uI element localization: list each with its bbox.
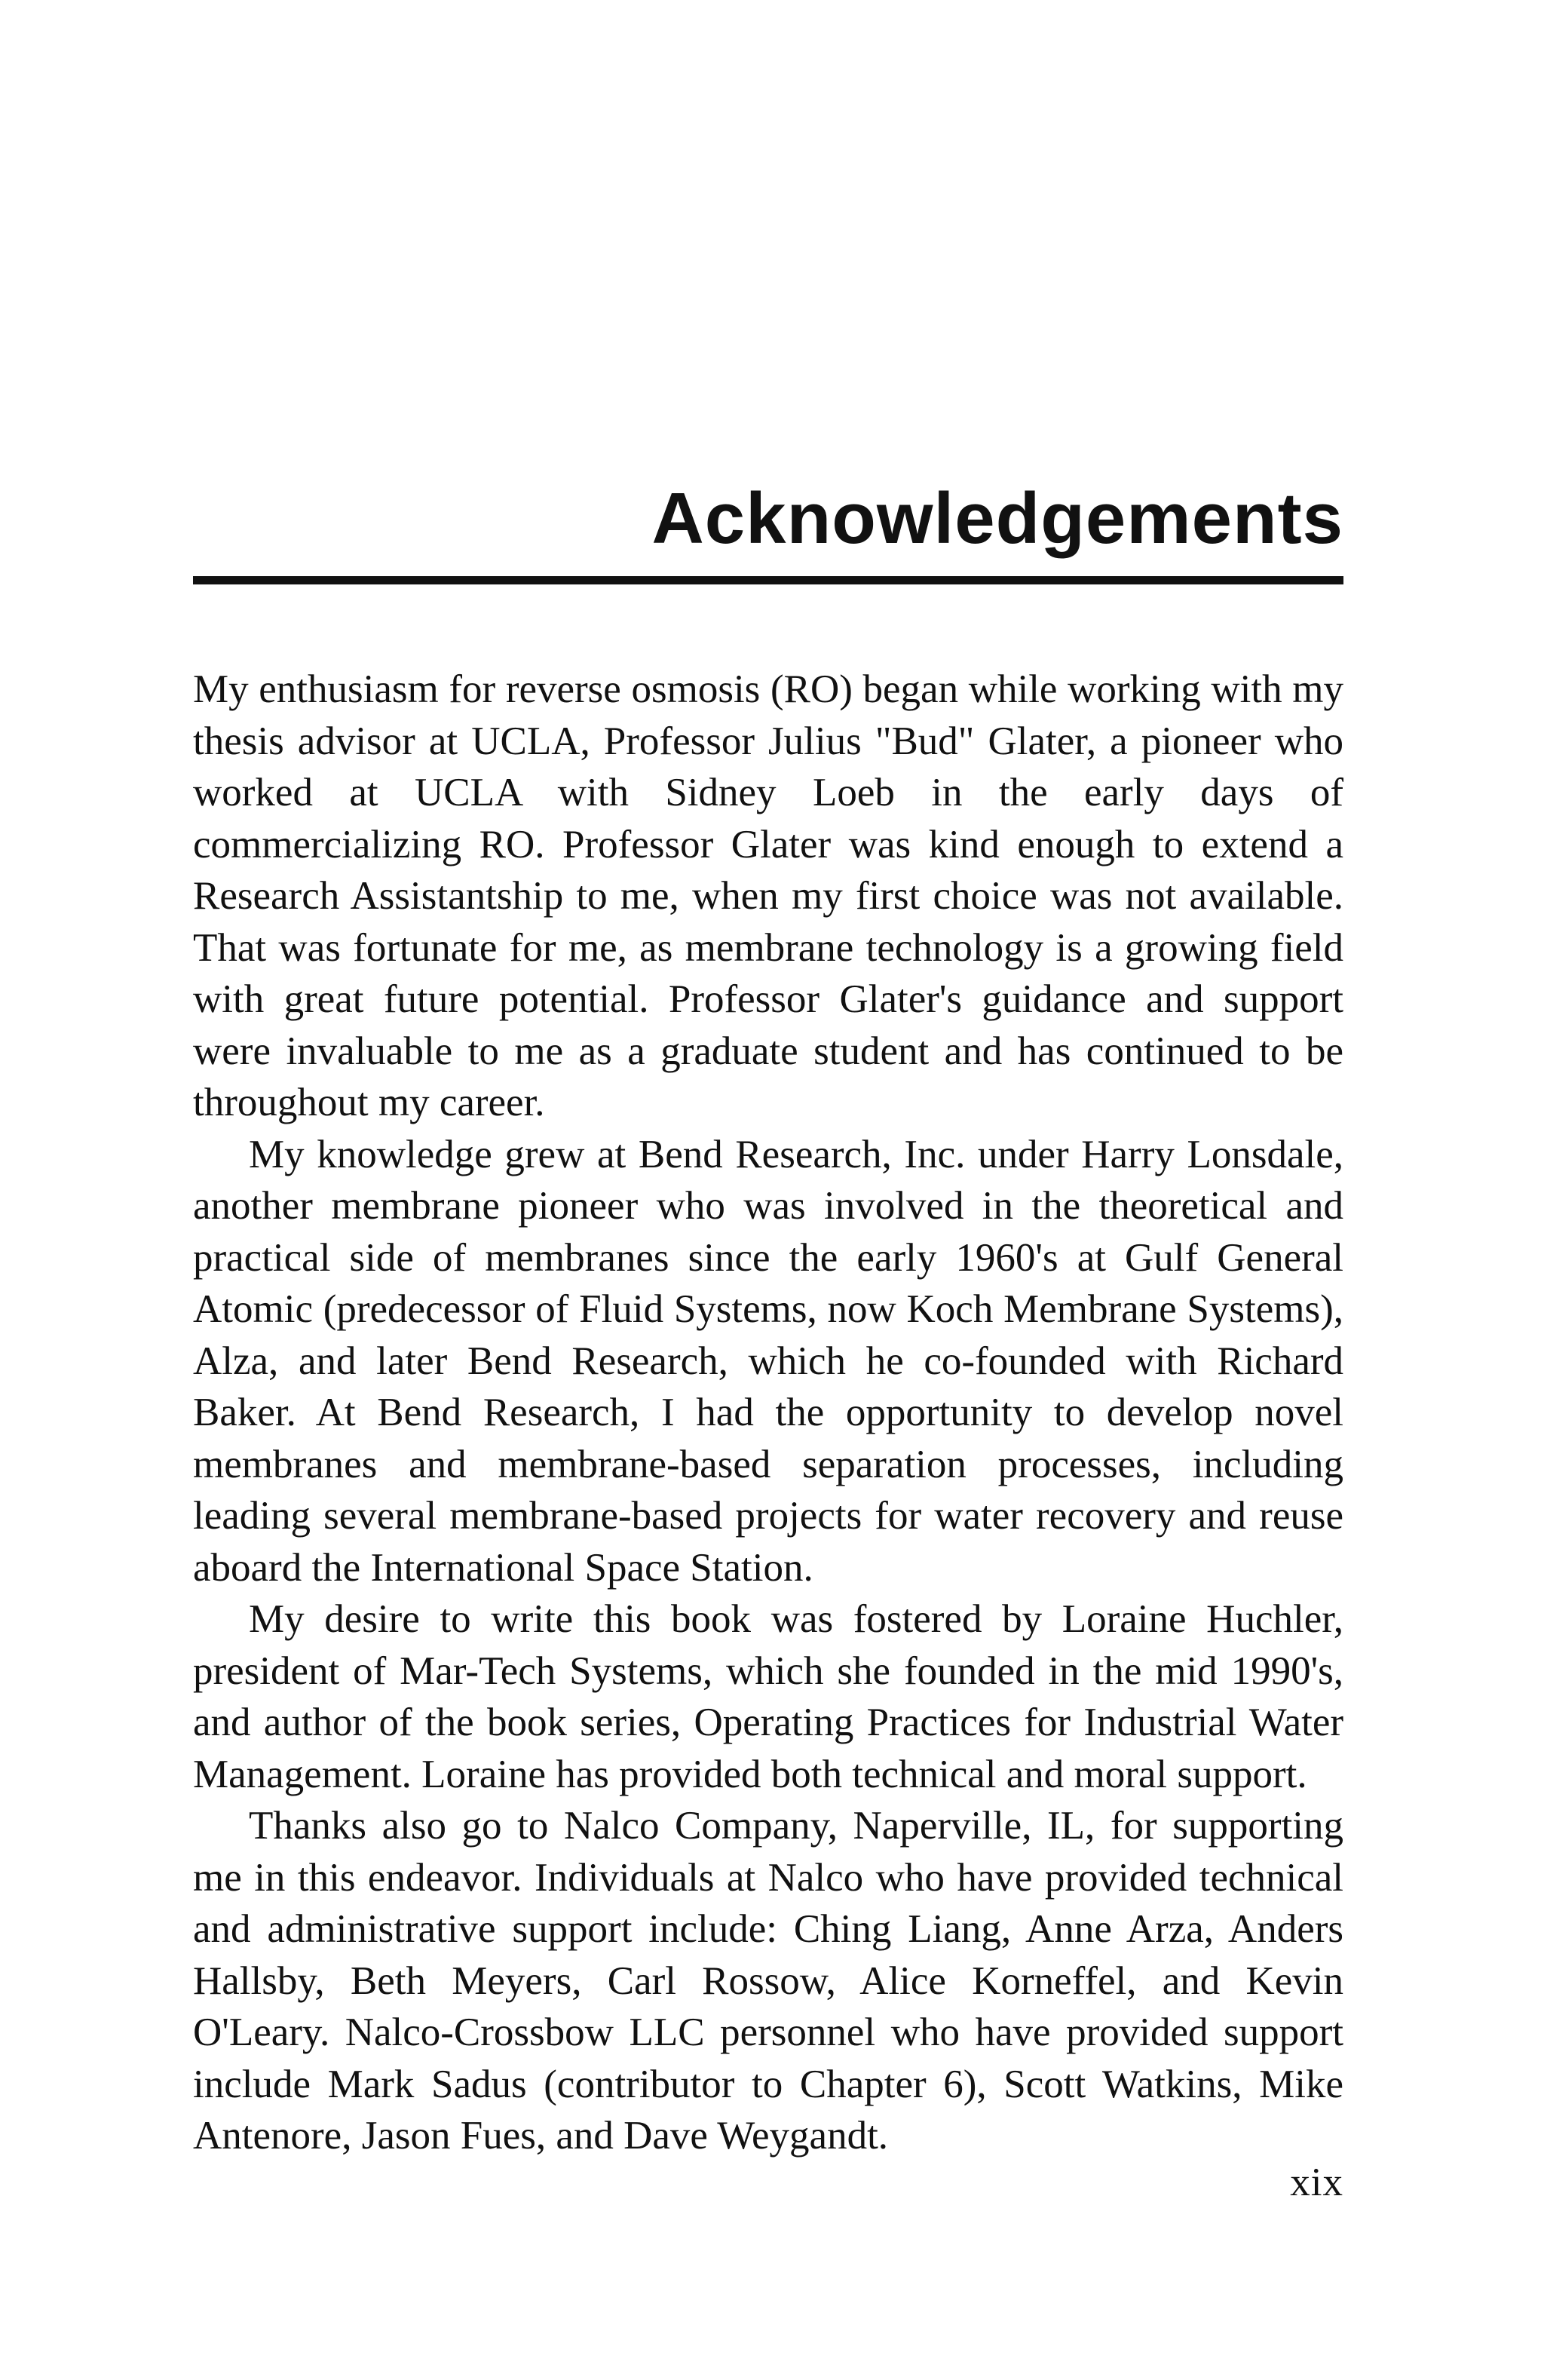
paragraph-bend-research: My knowledge grew at Bend Research, Inc. under Harry Lonsdale, another membrane pioneer who was involved in the theoretical and practical side of membranes since the early 1960's at Gulf General Atomic (predecessor of Fluid Systems, now Koch Membrane Systems), Alza, and later Bend Research, which he co-founded with Richard Baker. At Bend Research, I had the opportunity to develop novel membranes and membrane-based separation processes, including leading several membrane-based projects for water recovery and reuse aboard the International Space Station. — [193, 1132, 1343, 1590]
title-underline-rule — [193, 576, 1343, 584]
acknowledgements-body — [193, 664, 1343, 2162]
page-title: Acknowledgements — [651, 478, 1343, 559]
chapter-heading — [193, 478, 1343, 584]
paragraph-nalco-thanks: Thanks also go to Nalco Company, Naperville, IL, for supporting me in this endeavor. Individuals at Nalco who have provided technical and administrative support include: Ching Liang, Anne Arza, Anders Hallsby, Beth Meyers, Carl Rossow, Alice Korneffel, and Kevin O'Leary. Nalco-Crossbow LLC personnel who have provided support include Mark Sadus (contributor to Chapter 6), Scott Watkins, Mike Antenore, Jason Fues, and Dave Weygandt. — [193, 1804, 1343, 2158]
page-number: xix — [1290, 2161, 1343, 2204]
paragraph-book-motivation: My desire to write this book was fostered by Loraine Huchler, president of Mar-Tech Systems, which she founded in the mid 1990's, and author of the book series, Operating Practices for Industrial Water Management. Loraine has provided both technical and moral support. — [193, 1597, 1343, 1796]
paragraph-thesis-advisor: My enthusiasm for reverse osmosis (RO) began while working with my thesis advisor at UCLA, Professor Julius "Bud" Glater, a pioneer who worked at UCLA with Sidney Loeb in the early days of commercializing RO. Professor Glater was kind enough to extend a Research Assistantship to me, when my first choice was not available. That was fortunate for me, as membrane technology is a growing field with great future potential. Professor Glater's guidance and support were invaluable to me as a graduate student and has continued to be throughout my career. — [193, 667, 1343, 1124]
